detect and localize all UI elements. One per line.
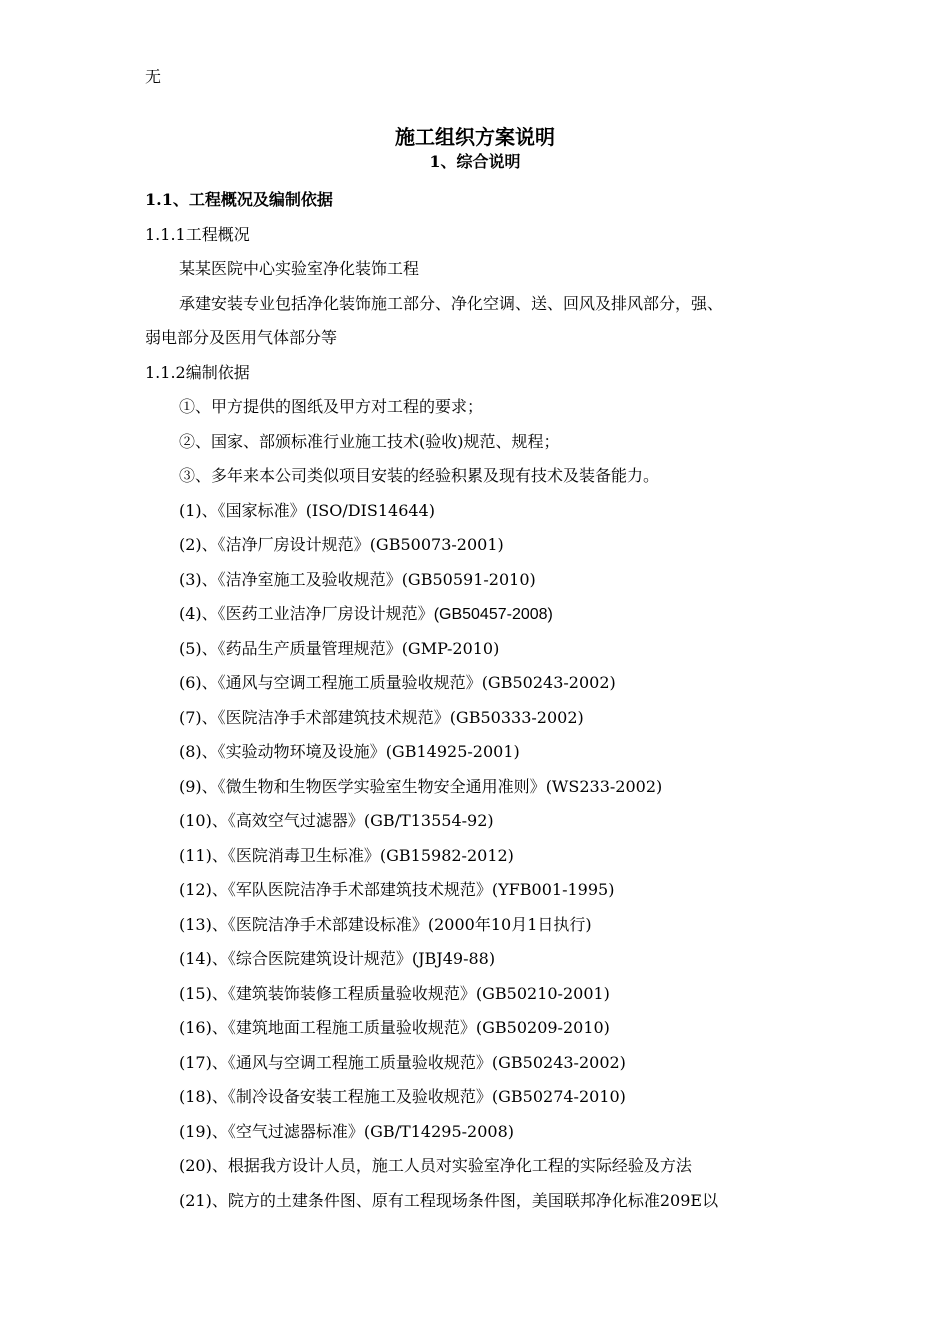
reference-item bbox=[145, 1046, 815, 1081]
document-body bbox=[145, 183, 815, 1218]
reference-item bbox=[145, 563, 815, 598]
reference-number: (15)、 bbox=[179, 983, 228, 1003]
basis-item: ①、甲方提供的图纸及甲方对工程的要求； bbox=[179, 397, 484, 416]
reference-title: 《药品生产质量管理规范》 bbox=[217, 638, 402, 658]
reference-code: (GB50457-2008) bbox=[433, 606, 553, 623]
reference-code: (2000年10月1日执行) bbox=[427, 914, 592, 934]
reference-item bbox=[145, 666, 815, 701]
reference-code: (GB50243-2002) bbox=[481, 673, 616, 692]
reference-code: (YFB001-1995) bbox=[491, 880, 615, 899]
reference-item bbox=[145, 597, 815, 632]
reference-code: (GB50210-2001) bbox=[475, 983, 610, 1003]
basis-item-21: (21)、院方的土建条件图、原有工程现场条件图，美国联邦净化标准209E以 bbox=[179, 1190, 719, 1210]
basis-item: ②、国家、部颁标准行业施工技术(验收)规范、规程； bbox=[179, 431, 560, 451]
reference-item bbox=[145, 494, 815, 529]
reference-code: (JBJ49-88) bbox=[411, 949, 496, 968]
reference-title: 《建筑装饰装修工程质量验收规范》 bbox=[227, 983, 476, 1003]
reference-title: 《实验动物环境及设施》 bbox=[217, 742, 386, 761]
reference-title: 《空气过滤器标准》 bbox=[227, 1121, 364, 1141]
reference-item bbox=[145, 908, 815, 943]
reference-number: (11)、 bbox=[179, 845, 228, 865]
reference-number: (2)、 bbox=[179, 535, 218, 554]
reference-title: 《通风与空调工程施工质量验收规范》 bbox=[227, 1052, 492, 1072]
reference-number: (9)、 bbox=[179, 776, 218, 796]
section-heading-1-1-1: 1.1.1工程概况 bbox=[145, 224, 250, 244]
reference-list bbox=[145, 494, 815, 1150]
reference-title: 《医院洁净手术部建筑技术规范》 bbox=[217, 707, 450, 727]
reference-title: 《高效空气过滤器》 bbox=[227, 811, 364, 830]
reference-title: 《国家标准》 bbox=[217, 500, 306, 520]
reference-number: (18)、 bbox=[179, 1087, 228, 1106]
reference-number: (13)、 bbox=[179, 914, 228, 934]
reference-number: (19)、 bbox=[179, 1121, 228, 1141]
reference-title: 《医药工业洁净厂房设计规范》 bbox=[217, 604, 434, 623]
reference-number: (10)、 bbox=[179, 811, 228, 830]
reference-number: (8)、 bbox=[179, 742, 218, 761]
reference-item bbox=[145, 873, 815, 908]
reference-number: (1)、 bbox=[179, 500, 218, 520]
reference-item bbox=[145, 770, 815, 805]
reference-title: 《制冷设备安装工程施工及验收规范》 bbox=[227, 1087, 492, 1106]
reference-number: (12)、 bbox=[179, 880, 228, 899]
reference-code: (GB/T14295-2008) bbox=[363, 1121, 514, 1141]
header-mark: 无 bbox=[145, 67, 162, 86]
reference-item bbox=[145, 804, 815, 839]
reference-code: (GB50333-2002) bbox=[449, 707, 584, 727]
reference-item bbox=[145, 632, 815, 667]
basis-item: ③、多年来本公司类似项目安装的经验积累及现有技术及装备能力。 bbox=[179, 466, 660, 485]
scope-line-1: 承建安装专业包括净化装饰施工部分、净化空调、送、回风及排风部分，强、 bbox=[179, 293, 724, 313]
reference-code: (GB50209-2010) bbox=[475, 1018, 610, 1037]
reference-code: (ISO/DIS14644) bbox=[305, 500, 435, 520]
reference-code: (GB50591-2010) bbox=[401, 569, 536, 589]
reference-item bbox=[145, 1115, 815, 1150]
reference-title: 《医院消毒卫生标准》 bbox=[227, 845, 380, 865]
reference-item bbox=[145, 839, 815, 874]
reference-item bbox=[145, 977, 815, 1012]
scope-line-2: 弱电部分及医用气体部分等 bbox=[145, 328, 338, 347]
reference-code: (WS233-2002) bbox=[545, 776, 663, 796]
reference-number: (14)、 bbox=[179, 949, 228, 968]
reference-title: 《综合医院建筑设计规范》 bbox=[227, 949, 412, 968]
reference-title: 《军队医院洁净手术部建筑技术规范》 bbox=[227, 880, 492, 899]
reference-number: (4)、 bbox=[179, 604, 218, 623]
reference-number: (5)、 bbox=[179, 638, 218, 658]
reference-title: 《建筑地面工程施工质量验收规范》 bbox=[227, 1018, 476, 1037]
reference-code: (GB14925-2001) bbox=[385, 742, 520, 761]
section-heading-1-1-2: 1.1.2编制依据 bbox=[145, 362, 250, 382]
document-subtitle: 1、综合说明 bbox=[429, 152, 521, 171]
reference-title: 《医院洁净手术部建设标准》 bbox=[227, 914, 428, 934]
reference-code: (GB/T13554-92) bbox=[363, 811, 494, 830]
reference-code: (GMP-2010) bbox=[401, 638, 500, 658]
reference-item bbox=[145, 1011, 815, 1046]
reference-title: 《微生物和生物医学实验室生物安全通用准则》 bbox=[217, 776, 546, 796]
project-name: 某某医院中心实验室净化装饰工程 bbox=[179, 259, 420, 278]
reference-title: 《洁净室施工及验收规范》 bbox=[217, 569, 402, 589]
reference-item bbox=[145, 528, 815, 563]
reference-code: (GB15982-2012) bbox=[379, 845, 514, 865]
reference-item bbox=[145, 735, 815, 770]
reference-item bbox=[145, 1080, 815, 1115]
reference-number: (3)、 bbox=[179, 569, 218, 589]
section-heading-1-1: 1.1、工程概况及编制依据 bbox=[145, 190, 333, 209]
basis-item-20: (20)、根据我方设计人员，施工人员对实验室净化工程的实际经验及方法 bbox=[179, 1156, 692, 1175]
reference-code: (GB50243-2002) bbox=[491, 1052, 626, 1072]
reference-title: 《洁净厂房设计规范》 bbox=[217, 535, 370, 554]
reference-code: (GB50274-2010) bbox=[491, 1087, 626, 1106]
reference-title: 《通风与空调工程施工质量验收规范》 bbox=[217, 673, 482, 692]
reference-number: (7)、 bbox=[179, 707, 218, 727]
reference-item bbox=[145, 701, 815, 736]
reference-number: (16)、 bbox=[179, 1018, 228, 1037]
reference-code: (GB50073-2001) bbox=[369, 535, 504, 554]
reference-number: (17)、 bbox=[179, 1052, 228, 1072]
reference-item bbox=[145, 942, 815, 977]
reference-number: (6)、 bbox=[179, 673, 218, 692]
document-title: 施工组织方案说明 bbox=[395, 125, 555, 149]
